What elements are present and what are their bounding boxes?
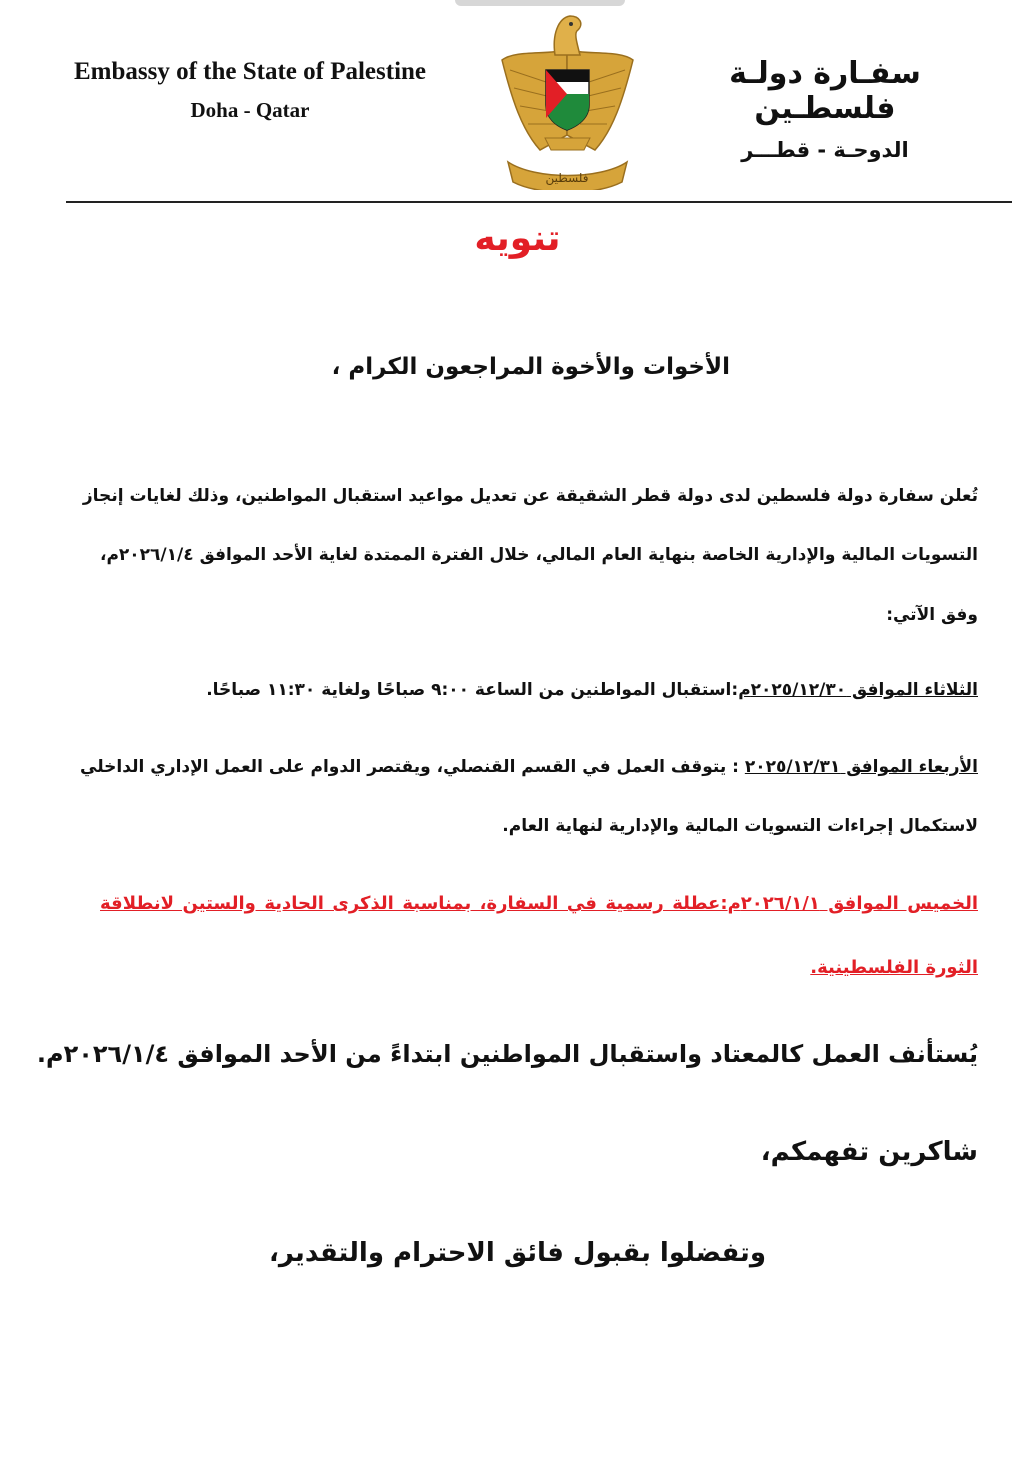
wednesday-continuation: لاستكمال إجراءات التسويات المالية والإدارية لنهاية العام.	[502, 816, 978, 836]
thursday-date: الخميس الموافق ٢٠٢٦/١/١م	[727, 893, 978, 914]
tuesday-date: الثلاثاء الموافق ٢٠٢٥/١٢/٣٠م	[738, 680, 978, 700]
palestine-eagle-emblem-icon	[500, 10, 635, 190]
wednesday-text: : يتوقف العمل في القسم القنصلي، ويقتصر الدوام على العمل الإداري الداخلي	[80, 757, 745, 777]
english-title: Embassy of the State of Palestine	[73, 58, 427, 85]
tuesday-item	[206, 680, 978, 700]
closing-line: وتفضلوا بقبول فائق الاحترام والتقدير،	[269, 1238, 766, 1268]
wednesday-date: الأربعاء الموافق ٢٠٢٥/١٢/٣١	[744, 757, 978, 777]
wednesday-item	[80, 757, 978, 777]
arabic-title: سفـارة دولـة فلسطـين	[729, 56, 921, 126]
intro-line-3: وفق الآتي:	[886, 605, 978, 625]
tuesday-text: :استقبال المواطنين من الساعة ٩:٠٠ صباحًا ولغاية ١١:٣٠ صباحًا.	[206, 680, 739, 700]
thursday-continuation: الثورة الفلسطينية.	[810, 957, 978, 978]
intro-line-1: تُعلن سفارة دولة فلسطين لدى دولة قطر الشقيقة عن تعديل مواعيد استقبال المواطنين، وذلك لغايات إنجاز	[82, 486, 978, 506]
thursday-item	[100, 893, 978, 914]
header-divider	[66, 201, 1012, 203]
salutation: الأخوات والأخوة المراجعون الكرام ،	[331, 354, 730, 380]
arabic-letterhead	[665, 56, 985, 162]
english-city: Doha - Qatar	[190, 98, 310, 122]
intro-line-2: التسويات المالية والإدارية الخاصة بنهاية العام المالي، خلال الفترة الممتدة لغاية الأحد الموافق ٢٠٢٦/١/٤م،	[100, 545, 978, 565]
emblem-caption: فلسطين	[545, 171, 589, 185]
arabic-city: الدوحـة - قطـــر	[741, 138, 909, 162]
notice-heading: تنويه	[474, 218, 561, 259]
thursday-text: :عطلة رسمية في السفارة، بمناسبة الذكرى الحادية والستين لانطلاقة	[100, 893, 728, 914]
top-handle	[455, 0, 625, 6]
resume-notice: يُستأنف العمل كالمعتاد واستقبال المواطنين ابتداءً من الأحد الموافق ٢٠٢٦/١/٤م.	[36, 1040, 978, 1068]
thanks-line: شاكرين تفهمكم،	[760, 1137, 978, 1167]
english-letterhead	[40, 58, 460, 123]
